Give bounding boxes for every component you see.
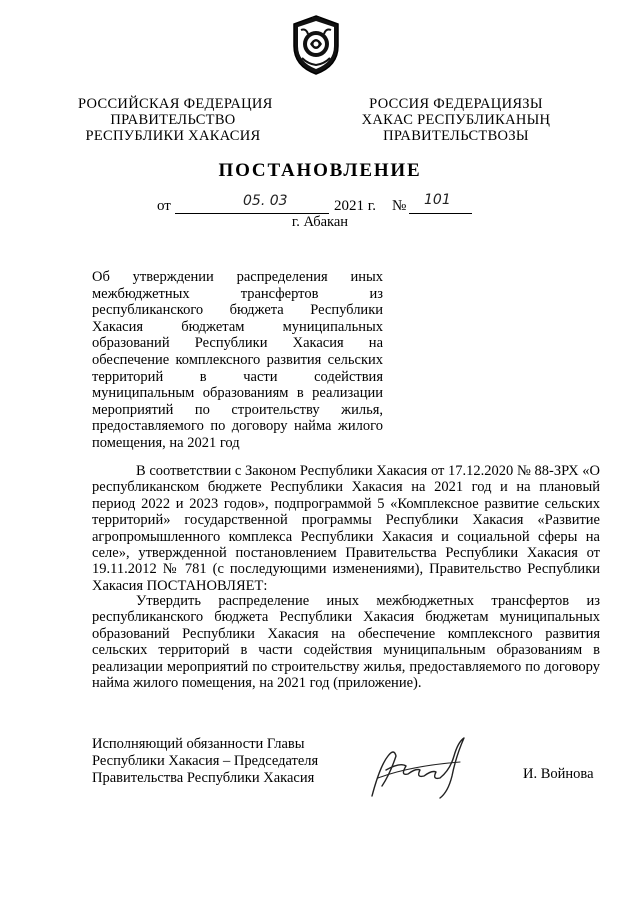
signee-name: И. Войнова [523,766,594,782]
header-left [78,96,273,144]
header-left-line-2: ПРАВИТЕЛЬСТВО [110,112,236,128]
document-subject: Об утверждении распределения иных межбюджетных трансфертов из республиканского бюджета Республики Хакасия бюджетам муниципальных образований Республики Хакасия на обеспечение комплексного развития сельских территорий в части содействия муниципальным образованиям в реализации мероприятий по строительству жилья, предоставляемого по договору найма жилого помещения, на 2021 год [92,269,383,451]
date-prefix: от [157,198,171,214]
header-left-line-1: РОССИЙСКАЯ ФЕДЕРАЦИЯ [78,96,273,112]
signer-line-3: Правительства Республики Хакасия [92,769,315,786]
coat-of-arms-icon [288,14,344,76]
signer-line-1: Исполняющий обязанности Главы [92,736,305,752]
header-right [358,96,554,144]
header-left-line-3: РЕСПУБЛИКИ ХАКАСИЯ [85,128,261,144]
date-year: 2021 г. [334,198,376,214]
signer-line-2: Республики Хакасия – Председателя [92,752,319,769]
header-right-line-2: ХАКАС РЕСПУБЛИКАНЫҢ [361,112,551,128]
number-sign: № [392,198,407,214]
handwritten-number: 101 [424,192,451,208]
body-paragraph-1: В соответствии с Законом Республики Хакасия от 17.12.2020 № 88-ЗРХ «О республиканском бюджете Республики Хакасия на 2021 год и на плановый период 2022 и 2023 годов», подпрограммой 5 «Комплексное развитие сельских территорий» государственной программы Республики Хакасия «Развитие агропромышленного комплекса Республики Хакасия и социальной сферы на селе», утвержденной постановлением Правительства Республики Хакасия от 19.11.2012 № 781 (с последующими изменениями), Правительство Республики Хакасия ПОСТАНОВЛЯЕТ: [92,463,600,594]
handwritten-date: 05. 03 [243,193,288,209]
body-paragraph-2: Утвердить распределение иных межбюджетных трансфертов из республиканского бюджета Республики Хакасия бюджетам муниципальных образований Республики Хакасия на обеспечение комплексного развития сельских территорий в части содействия муниципальным образованиям в реализации мероприятий по строительству жилья, предоставляемого по договору найма жилого помещения, на 2021 год (приложение). [92,593,600,692]
signer-title [92,736,352,786]
city: г. Абакан [291,214,349,230]
header-right-line-1: РОССИЯ ФЕДЕРАЦИЯЗЫ [369,96,543,112]
handwritten-signature [360,726,470,804]
document-type-title: ПОСТАНОВЛЕНИЕ [218,160,422,181]
header-right-line-3: ПРАВИТЕЛЬСТВОЗЫ [383,128,529,144]
